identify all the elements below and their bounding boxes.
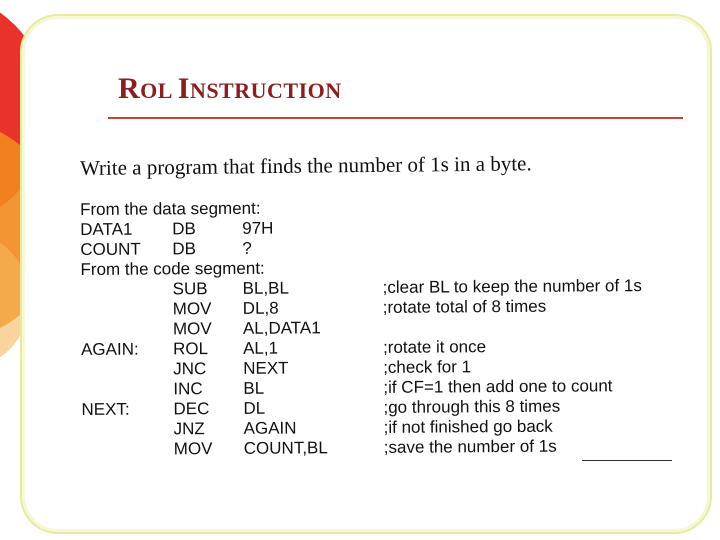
code-comment: ;rotate it once xyxy=(382,337,487,357)
code-comment: ;clear BL to keep the number of 1s xyxy=(382,276,642,297)
code-comment: ;save the number of 1s xyxy=(383,436,557,457)
title-initial-i: I xyxy=(177,72,190,105)
data-segment-header: From the data segment: xyxy=(80,198,261,219)
code-operand: 97H xyxy=(242,218,274,238)
title-underline xyxy=(108,117,683,119)
code-operand: AL,1 xyxy=(242,338,279,358)
code-operand: NEXT xyxy=(243,358,289,378)
code-segment-header: From the code segment: xyxy=(80,258,265,279)
code-operand: AGAIN xyxy=(243,418,297,438)
scan-underline xyxy=(582,460,672,461)
code-opcode: MOV xyxy=(172,319,212,339)
code-opcode: DB xyxy=(172,219,196,239)
code-operand: DL,8 xyxy=(242,298,279,318)
code-comment: ;check for 1 xyxy=(383,357,472,377)
code-opcode: DEC xyxy=(173,399,210,419)
code-opcode: DB xyxy=(172,239,197,259)
problem-statement: Write a program that finds the number of 1s in a byte. xyxy=(79,151,532,180)
code-opcode: MOV xyxy=(172,299,212,319)
code-opcode: ROL xyxy=(172,339,209,359)
code-opcode: SUB xyxy=(172,279,208,299)
code-opcode: INC xyxy=(173,379,203,399)
code-label: COUNT xyxy=(80,239,141,259)
assembly-listing xyxy=(80,196,682,460)
code-operand: AL,DATA1 xyxy=(242,318,321,338)
code-comment: ;if CF=1 then add one to count xyxy=(383,376,613,397)
code-operand: COUNT,BL xyxy=(243,438,328,458)
code-comment: ;if not finished go back xyxy=(383,416,553,437)
code-label: NEXT: xyxy=(81,399,130,419)
code-opcode: MOV xyxy=(173,439,213,459)
code-opcode: JNZ xyxy=(173,419,205,439)
code-operand: BL,BL xyxy=(242,278,289,298)
code-label: AGAIN: xyxy=(80,339,139,359)
code-comment: ;go through this 8 times xyxy=(383,396,561,417)
slide-title xyxy=(118,72,342,106)
code-operand: DL xyxy=(243,398,266,418)
code-operand: ? xyxy=(242,238,252,258)
title-initial-r: R xyxy=(118,72,141,105)
code-opcode: JNC xyxy=(173,359,207,379)
code-operand: BL xyxy=(243,378,265,398)
code-comment: ;rotate total of 8 times xyxy=(382,296,547,317)
code-label: DATA1 xyxy=(80,219,133,239)
title-rest-ol: OL xyxy=(140,78,178,103)
title-rest-nstruction: NSTRUCTION xyxy=(189,78,342,103)
